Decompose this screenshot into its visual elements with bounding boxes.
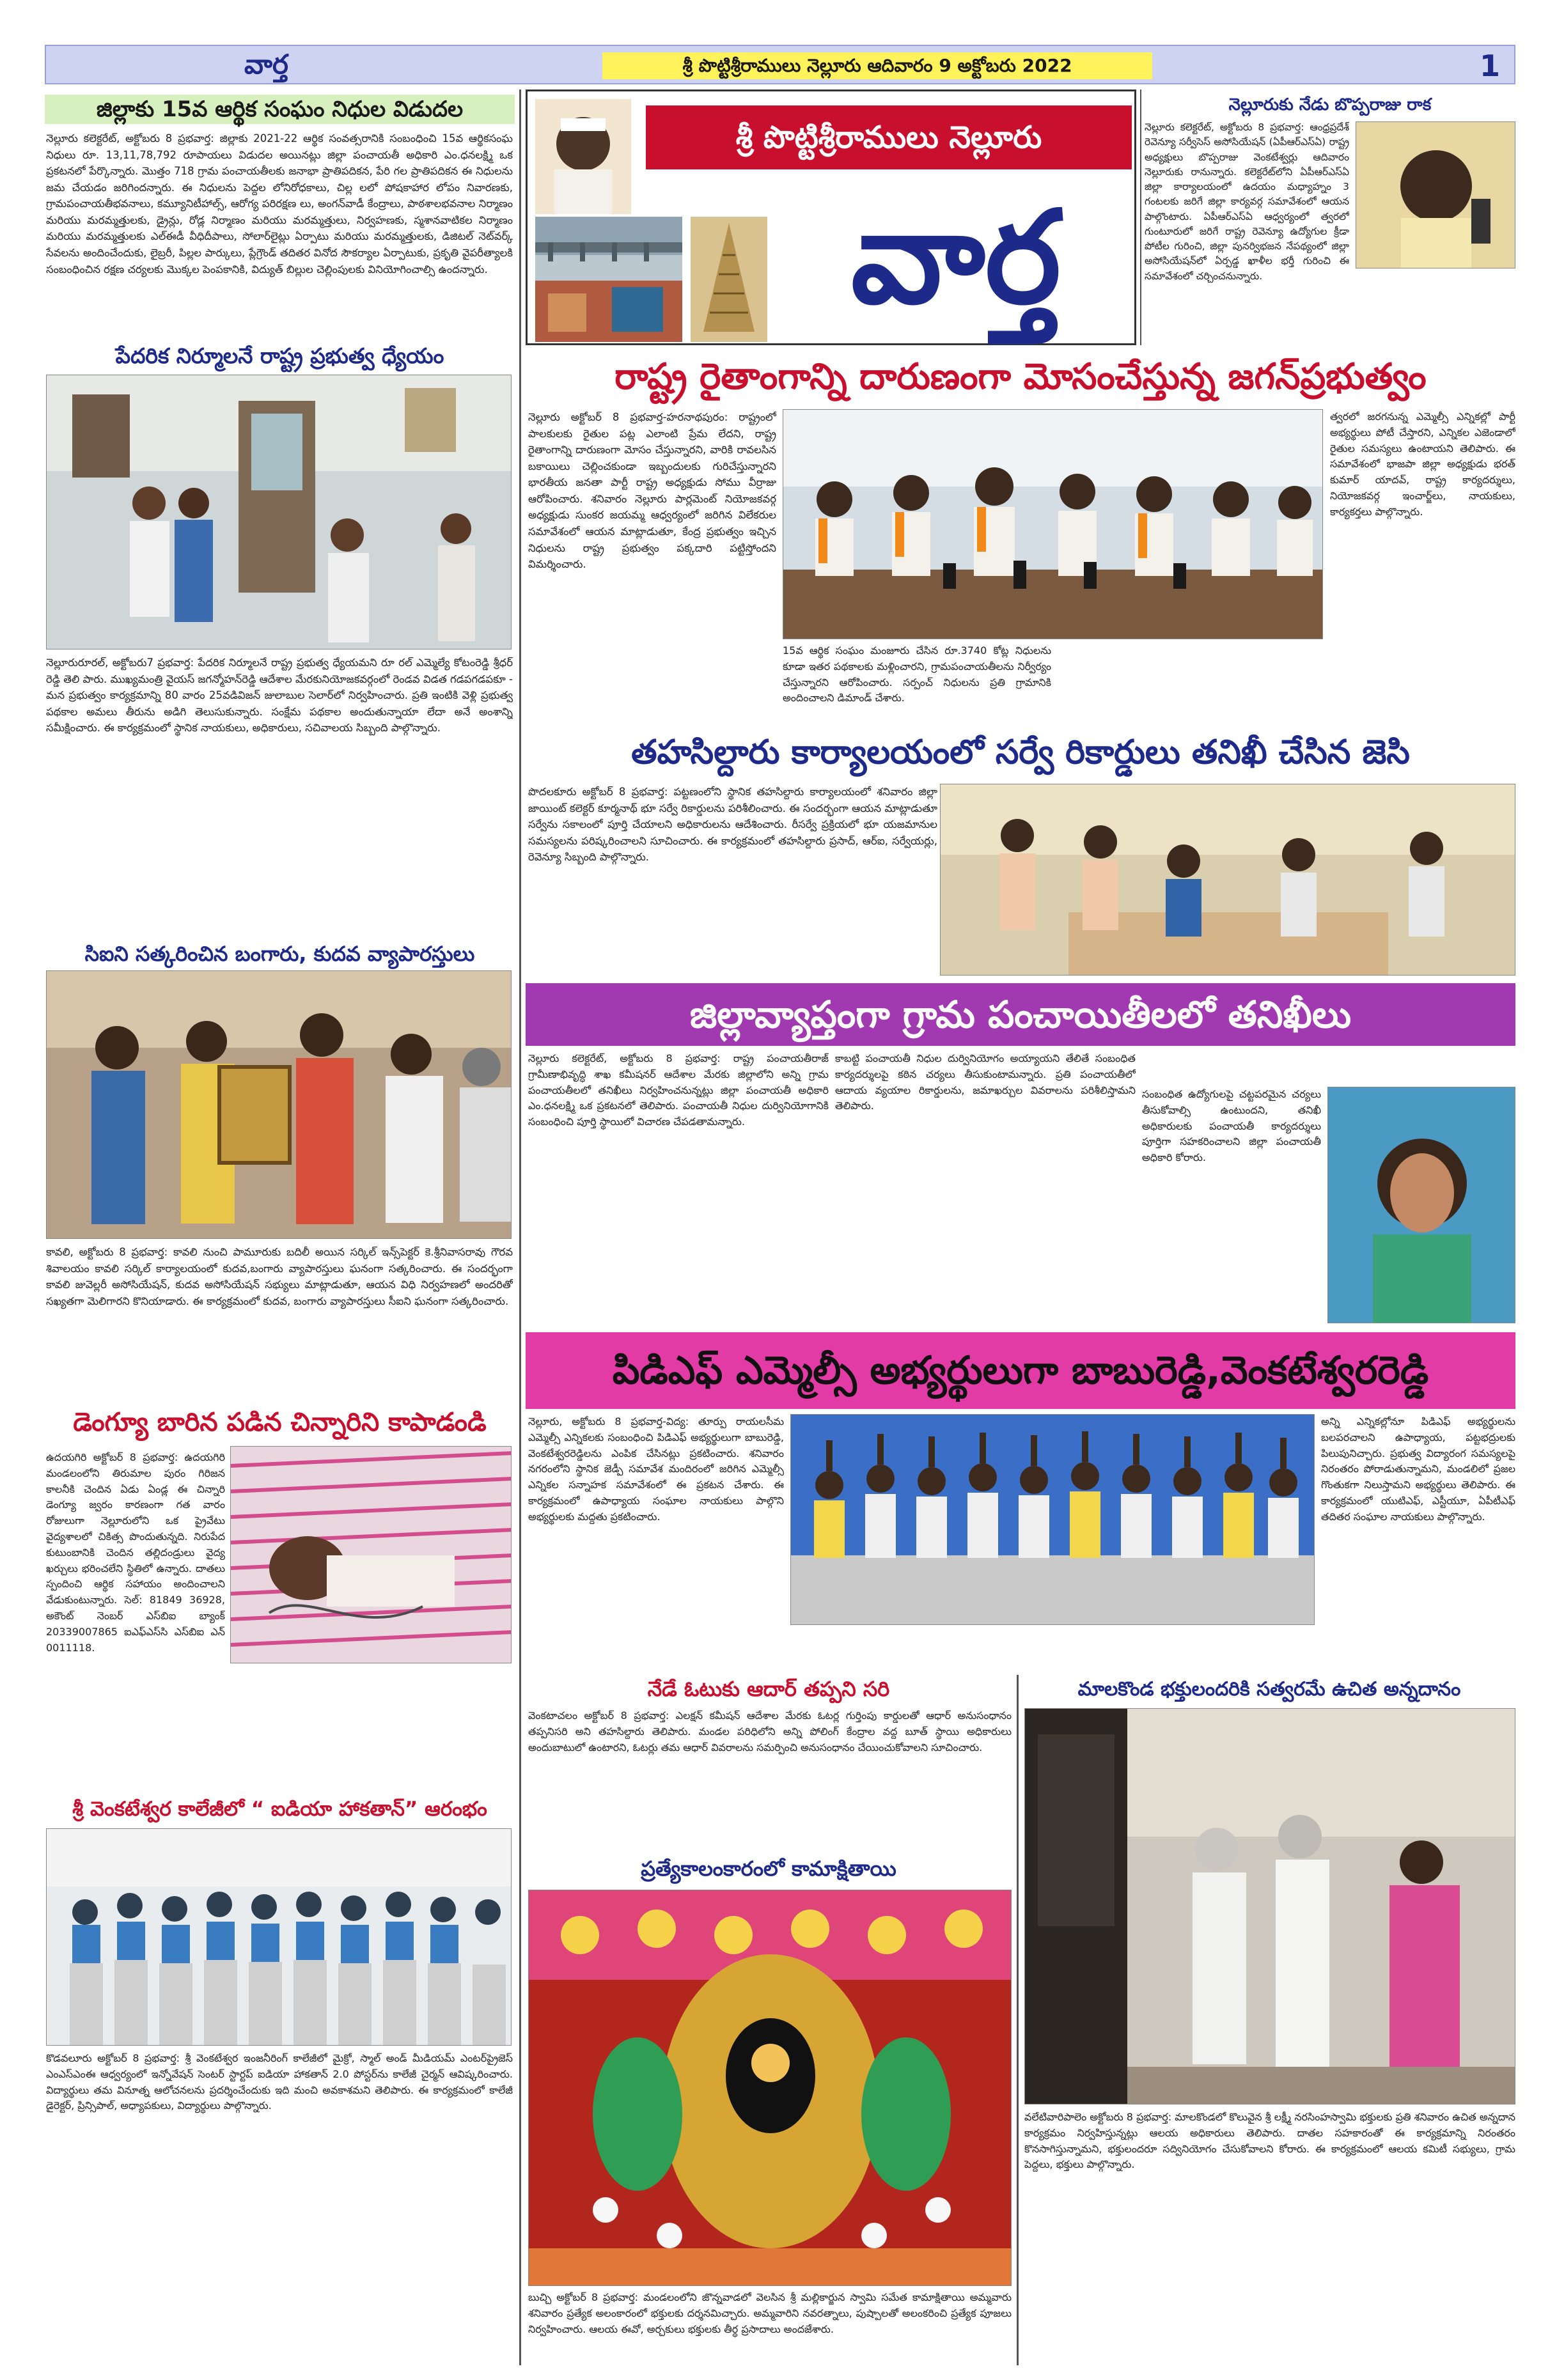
photo-pdf-mlc-meeting xyxy=(790,1414,1315,1625)
page-number: 1 xyxy=(1479,49,1500,83)
photo-poverty-visit xyxy=(46,375,512,649)
headline-panchayat: జిల్లావ్యాప్తంగా గ్రామ పంచాయితీలలో తనిఖీలు xyxy=(526,983,1515,1046)
header-logo: వార్త xyxy=(244,49,288,80)
photo-kamakshi-decoration xyxy=(528,1890,1012,2286)
header-dateline: శ్రీ పొట్టిశ్రీరాములు నెల్లూరు ఆదివారం 9 అక్టోబరు 2022 xyxy=(602,52,1152,79)
article-dengue-left: ఉదయగిరి అక్టోబర్ 8 ప్రభవార్త: ఉదయగిరి మండలంలోని తిరుమాల పురం గిరిజన కాలనీకి చెందిన ఏడు ఏండ్ల ఈ చిన్నారి డెంగ్యూ జ్వరం కారణంగా గత వారం రోజులుగా నెల్లూరులోని ఒక ప్రైవేటు వైద్యశాలలో చికిత్స పొందుతున్నది. నిరుపేద కుటుంబానికి చెందిన తల్లిదండ్రులు వైద్య ఖర్చులు భరించలేని స్థితిలో ఉన్నారు. దాతలు స్పందించి ఆర్థిక సహాయం అందించాలని వేడుకుంటున్నారు. సెల్: 81849 36928, అకౌంట్ నెంబర్ ఎస్‌బిఐ బ్యాంక్ 20339007865 ఐఎఫ్‌ఎస్‌సి ఎస్‌బిఐ ఎన్ 0011118. xyxy=(46,1451,225,1654)
photo-survey-inspection xyxy=(940,784,1515,976)
column-divider-right-lower xyxy=(1017,1675,1019,2365)
article-pdf-mlc-caption xyxy=(790,1629,1315,1667)
headline-farmers: రాష్ట్ర రైతాంగాన్ని దారుణంగా మోసంచేస్తున్న జగన్‌ప్రభుత్వం xyxy=(614,356,1427,398)
article-kamakshi: బుచ్చి అక్టోబర్ 8 ప్రభవార్త: మండలంలోని జొన్నవాడలో వెలసిన శ్రీ మల్లికార్జున స్వామి సమేత కామాక్షితాయి అమ్మవారు శనివారం ప్రత్యేక అలంకారంలో భక్తులకు దర్శనమిచ్చారు. అమ్మవారిని నవరత్నాలు, పుష్పాలతో అలంకరించి ప్రత్యేక పూజలు నిర్వహించారు. ఆలయ ఈవో, అర్చకులు భక్తులకు తీర్థ ప్రసాదాలు అందజేశారు. xyxy=(528,2291,1012,2335)
photo-hackathon-poster-release xyxy=(46,1828,512,2046)
masthead-district-banner: శ్రీ పొట్టిశ్రీరాములు నెల్లూరు xyxy=(646,105,1132,169)
article-idea-hackathon: కొడవలూరు అక్టోబర్ 8 ప్రభవార్త: శ్రీ వెంకటేశ్వర ఇంజనీరింగ్ కాలేజీలో మైక్రో, స్మాల్ అండ్ మీడియమ్ ఎంటర్‌ప్రైజెస్ ఎంఎస్‌ఎంఈ ఆధ్వర్యంలో ఇన్నోవేషన్ సెంటర్ స్టార్టప్ ఐడియా హాకతాన్ 2.0 పోస్టర్‌ను కాలేజీ చైర్మన్ ఆవిష్కరించారు. విద్యార్థులు తమ వినూత్న ఆలోచనలను ప్రదర్శించేందుకు ఇది మంచి అవకాశమని తెలిపారు. ఈ కార్యక్రమంలో కాలేజీ డైరెక్టర్, ప్రిన్సిపాల్, అధ్యాపకులు, విద్యార్థులు పాల్గొన్నారు. xyxy=(46,2052,513,2112)
article-pdf-mlc-right: అన్ని ఎన్నికల్లోనూ పిడిఎఫ్ అభ్యర్థులను బలపరచాలని ఉపాధ్యాయ, పట్టభద్రులకు పిలుపునిచ్చారు. ప్రభుత్వ విద్యారంగ సమస్యలపై నిరంతరం పోరాడుతున్నామని, మండలిలో ప్రజల గొంతుకగా నిలుస్తామని అభ్యర్థులు తెలిపారు. ఈ కార్యక్రమంలో యుటిఎఫ్, ఎస్టీయూ, ఏపీటీఎఫ్ తదితర సంఘాల నాయకులు పాల్గొన్నారు. xyxy=(1321,1415,1515,1523)
article-farmers-mid: 15వ ఆర్థిక సంఘం మంజూరు చేసిన రూ.3740 కోట్ల నిధులను కూడా ఇతర పథకాలకు మళ్లించారని, గ్రామపంచాయతీలను నిర్వీర్యం చేస్తున్నారని ఆరోపించారు. సర్పంచ్ నిధులను ప్రతి గ్రామానికి అందించాలని డిమాండ్ చేశారు. xyxy=(783,644,1051,704)
article-panchayat-right: సంబంధిత ఉద్యోగులపై చట్టపరమైన చర్యలు తీసుకోవాల్సి ఉంటుందని, తనిఖీ అధికారులకు పంచాయతీ కార్యదర్శులు పూర్తిగా సహకరించాలని జిల్లా పంచాయతీ అధికారి కోరారు. xyxy=(1142,1088,1321,1164)
headline-survey: తహసిల్దారు కార్యాలయంలో సర్వే రికార్డులు తనిఖీ చేసిన జెసి xyxy=(631,733,1410,772)
headline-aadhaar: నేడే ఓటుకు ఆదార్ తప్పని సరి xyxy=(647,1677,890,1701)
article-farmers-mid-2 xyxy=(1058,643,1323,716)
masthead-logo: వార్త xyxy=(850,182,1061,332)
article-survey: పొదలకూరు అక్టోబర్ 8 ప్రభవార్త: పట్టణంలోని స్థానిక తహసిల్దారు కార్యాలయంలో శనివారం జిల్లా జాయింట్ కలెక్టర్ కూర్మనాథ్ భూ సర్వే రికార్డులను పరిశీలించారు. ఈ సందర్భంగా ఆయన మాట్లాడుతూ సర్వేను సకాలంలో పూర్తి చేయాలని అధికారులను ఆదేశించారు. రీసర్వే ప్రక్రియలో భూ యజమానుల సమస్యలను పరిష్కరించాలని సూచించారు. ఈ కార్యక్రమంలో తహసిల్దారు ప్రసాద్, ఆర్ఐ, సర్వేయర్లు, రెవెన్యూ సిబ్బంది పాల్గొన్నారు. xyxy=(528,786,937,864)
headline-cpi-honour: సిఐని సత్కరించిన బంగారు, కుదవ వ్యాపారస్తులు xyxy=(84,942,475,966)
article-farmers-right: త్వరలో జరగనున్న ఎమ్మెల్సీ ఎన్నికల్లో పార్టీ అభ్యర్థులు పోటీ చేస్తారని, ఎన్నికల ఎజెండాలో రైతుల సమస్యలు ఉంటాయని తెలిపారు. ఈ సమావేశంలో భాజపా జిల్లా అధ్యక్షుడు భరత్ కుమార్ యాదవ్, రాష్ట్ర కార్యదర్శులు, నియోజకవర్గ ఇంచార్జ్‌లు, నాయకులు, కార్యకర్తలు పాల్గొన్నారు. xyxy=(1330,410,1515,518)
photo-malakonda-annadanam xyxy=(1024,1708,1515,2104)
article-finance-grant: నెల్లూరు కలెక్టరేట్, అక్టోబరు 8 ప్రభవార్త: జిల్లాకు 2021-22 ఆర్థిక సంవత్సరానికి సంబంధించి 15వ ఆర్థికసంఘ నిధులు రూ. 13,11,78,792 రూపాయలు విడుదల అయినట్లు జిల్లా పంచాయతీ అధికారి ఎం.ధనలక్ష్మి ఒక ప్రకటనలో పేర్కొన్నారు. మొత్తం 718 గ్రామ పంచాయతీలకు జనాభా ప్రాతిపదికన, పేరి గల ప్రాతిపదికన ఈ నిధులను జమ చేయడం జరిగిందన్నారు. ఈ నిధులను పెద్దల లోనిరోధకాలు, చిల్ల లలో పోషకాహార లోపం నివారణకు, గ్రామపంచాయతీభవనాలు, కమ్యూనిటీహాల్స్, ఆరోగ్య పరిరక్షణ లు, అంగన్‌వాడీ కేంద్రాలు, పాఠశాలభవనాల నిర్మాణం మరియు మరమ్మత్తులకు, డ్రైన్లు, రోడ్ల నిర్మాణం మరియు మరమ్మత్తులు, నిర్వహణకు, స్మశానవాటికల నిర్మాణం మరియు మరమ్మత్తులకు ఎల్‌ఈడీ వీధిదీపాలు, సోలార్‌లైట్లు ఏర్పాటు మరియు మరమ్మత్తులకు, డిజిటల్ నెట్‌వర్క్ సేవలను అందించేందుకు, లైబ్రరీ, పిల్లల పార్కులు, ప్లేగ్రౌండ్ తదితర వినోద సౌకర్యాల ఏర్పాటుకు, ప్రకృతి వైపరీత్యాలకి సంబంధించిన రక్షణ చర్యలకు మొక్కల పెంపకానికి, విద్యుత్ బిల్లుల చెల్లింపులకు వినియోగించాల్సి ఉందన్నారు. xyxy=(46,132,513,276)
photo-district-officer xyxy=(1327,1087,1515,1323)
headline-borra: నెల్లూరుకు నేడు బొప్పరాజు రాక xyxy=(1228,95,1432,114)
masthead-landmark-collage xyxy=(535,217,682,342)
article-panchayat-mid: కాబట్టి పంచాయతీ నిధుల దుర్వినియోగం అయ్యాయని తేలితే సంబంధిత కార్యదర్శులపై కఠిన చర్యలు తీసుకుంటామన్నారు. ప్రతి పంచాయతీలో ఆదాయ వ్యయాల రికార్డులను, జమాఖర్చుల వివరాలను పరిశీలిస్తామని తెలిపారు. xyxy=(835,1052,1136,1112)
photo-farmers-press-meet xyxy=(783,409,1323,639)
headline-idea-hackathon: శ్రీ వెంకటేశ్వర కాలేజీలో “ ఐడియా హాకతాన్” ఆరంభం xyxy=(72,1798,487,1821)
headline-finance-grant: జిల్లాకు 15వ ఆర్థిక సంఘం నిధుల విడుదల xyxy=(45,95,515,124)
headline-malakonda: మాలకొండ భక్తులందరికి సత్వరమే ఉచిత అన్నదానం xyxy=(1077,1678,1461,1700)
article-malakonda: వలేటివారిపాలెం అక్టోబరు 8 ప్రభవార్త: మాలకొండలో కొలువైన శ్రీ లక్ష్మీ నరసింహస్వామి భక్తులకు ప్రతి శనివారం ఉచిత అన్నదాన కార్యక్రమం నిర్వహిస్తున్నట్లు ఆలయ అధికారులు తెలిపారు. దాతల సహకారంతో ఈ కార్యక్రమాన్ని నిరంతరం కొనసాగిస్తున్నామని, భక్తులందరూ సద్వినియోగం చేసుకోవాలని కోరారు. ఈ కార్యక్రమంలో ఆలయ కమిటీ సభ్యులు, గ్రామ పెద్దలు, భక్తులు పాల్గొన్నారు. xyxy=(1024,2111,1515,2171)
photo-dengue-child xyxy=(230,1446,512,1663)
borra-divider xyxy=(1140,89,1141,345)
column-divider-left xyxy=(519,89,521,2365)
article-cpi-honour: కావలి, అక్టోబరు 8 ప్రభవార్త: కావలి నుంచి పామూరుకు బదిలీ అయిన సర్కిల్ ఇన్స్‌పెక్టర్ కె.శ్రీనివాసరావు గౌరవ శివాలయం కావలి సర్కిల్ కార్యాలయంలో కుదవ,బంగారు వ్యాపారస్తులు ఘనంగా సత్కరించారు. ఈ సందర్భంగా కావలి జువెల్లరీ అసోసియేషన్, కుదవ అసోసియేషన్ సభ్యులు మాట్లాడుతూ, ఆయన విధి నిర్వహణలో అందరితో సఖ్యతగా మెలిగారని కొనియాడారు. ఈ కార్యక్రమంలో కుదవ, బంగారు వ్యాపారస్తులు సీఐని ఘనంగా సత్కరించారు. xyxy=(46,1246,513,1307)
article-farmers-left: నెల్లూరు అక్టోబర్ 8 ప్రభవార్త-హరనాథపురం: రాష్ట్రంలో పాలకులకు రైతుల పట్ల ఎలాంటి ప్రేమ లేదని, రాష్ట్ర రైతాంగాన్ని దారుణంగా మోసం చేస్తున్నారని, వారికి రావలసిన బకాయిలు చెల్లించకుండా ఇబ్బందులకు గురిచేస్తున్నారని భారతీయ జనతా పార్టీ రాష్ట్ర అధ్యక్షుడు సోము వీర్రాజు ఆరోపించారు. శనివారం నెల్లూరు పార్లమెంట్ నియోజకవర్గ అధ్యక్షుడు సుంకర జయమ్మ ఆధ్వర్యంలో జరిగిన విలేకరుల సమావేశంలో ఆయన మాట్లాడుతూ, కేంద్ర ప్రభుత్వం ఇచ్చిన నిధులను రాష్ట్ర ప్రభుత్వం పక్కదారి పట్టిస్తోందని విమర్శించారు. xyxy=(528,411,776,571)
headline-kamakshi: ప్రత్యేకాలంకారంలో కామాక్షితాయి xyxy=(641,1856,896,1881)
article-pdf-mlc-left: నెల్లూరు, అక్టోబరు 8 ప్రభవార్త-విద్య: తూర్పు రాయలసీమ ఎమ్మెల్సీ ఎన్నికలకు సంబంధించి పిడిఎఫ్ అభ్యర్థులుగా బాబురెడ్డి, వెంకటేశ్వరరెడ్డిలను ఎంపిక చేసినట్లు ప్రకటించారు. శనివారం నగరంలోని స్థానిక జెడ్పీ సమావేశ మందిరంలో జరిగిన ఎమ్మెల్సీ ఎన్నికల సన్నాహక సమావేశంలో ఈ ప్రకటన చేశారు. ఈ కార్యక్రమంలో ఉపాధ్యాయ సంఘాల నాయకులు పాల్గొని అభ్యర్థులకు మద్దతు ప్రకటించారు. xyxy=(528,1415,784,1523)
headline-dengue: డెంగ్యూ బారిన పడిన చిన్నారిని కాపాడండి xyxy=(73,1408,487,1437)
article-panchayat-left: నెల్లూరు కలెక్టరేట్, అక్టోబరు 8 ప్రభవార్త: రాష్ట్ర పంచాయతీరాజ్ గ్రామీణాభివృద్ధి శాఖ కమీషనర్ ఆదేశాల మేరకు జిల్లాలోని అన్ని గ్రామ పంచాయతీలలో తనిఖీలు నిర్వహించనున్నట్లు జిల్లా పంచాయతీ అధికారి ఎం.ధనలక్ష్మి ఒక ప్రకటనలో తెలిపారు. పంచాయతీ నిధుల దుర్వినియోగానికి సంబంధించి పూర్తి స్థాయిలో విచారణ చేపడతామన్నారు. xyxy=(528,1052,829,1128)
masthead-temple-tower xyxy=(691,217,767,342)
masthead xyxy=(526,89,1136,345)
article-aadhaar: వెంకటాచలం అక్టోబర్ 8 ప్రభవార్త: ఎలక్షన్ కమీషన్ ఆదేశాల మేరకు ఓటర్ల గుర్తింపు కార్డులతో ఆధార్ అనుసంధానం తప్పనిసరి అని తహసిల్దారు తెలిపారు. మండల పరిధిలోని అన్ని పోలింగ్ కేంద్రాల వద్ద బూత్ స్థాయి అధికారులు అందుబాటులో ఉంటారని, ఓటర్లు తమ ఆధార్ వివరాలను సమర్పించి అనుసంధానం చేయించుకోవాలని సూచించారు. xyxy=(528,1709,1012,1754)
headline-poverty: పేదరిక నిర్మూలనే రాష్ట్ర ప్రభుత్వ ధ్యేయం xyxy=(115,343,444,368)
page-header-bar xyxy=(45,45,1515,84)
photo-cpi-honour xyxy=(46,970,512,1239)
headline-pdf-mlc: పిడిఎఫ్ ఎమ్మెల్సీ అభ్యర్థులుగా బాబురెడ్డి,వెంకటేశ్వరరెడ్డి xyxy=(526,1332,1515,1409)
photo-borra xyxy=(1356,121,1515,268)
article-poverty: నెల్లూరురూరల్, అక్టోబరు7 ప్రభవార్త: పేదరిక నిర్మూలనే రాష్ట్ర ప్రభుత్వ ధ్యేయమని రూ రల్ ఎమ్మెల్యే కోటంరెడ్డి శ్రీధర్ రెడ్డి తెలి పారు. ముఖ్యమంత్రి వైయస్ జగన్మోహన్‌రెడ్డి ఆదేశాల మేరకునియోజకవర్గంలో రెండవ విడత గడపగడపకూ - మన ప్రభుత్వం కార్యక్రమాన్ని 80 వారం 25వడివిజన్ జులాబుల సెలార్‌లో నిర్వహించారు. ప్రతి ఇంటికి వెళ్లి ప్రభుత్వ పథకాల అమలు తీరును అడిగి తెలుసుకున్నారు. సంక్షేమ పథకాల అందుతున్నాయా లేదా అనే అంశాన్ని సమీక్షించారు. ఈ కార్యక్రమంలో స్థానిక నాయకులు, అధికారులు, సచివాలయ సిబ్బంది పాల్గొన్నారు. xyxy=(46,657,513,735)
article-borra: నెల్లూరు కలెక్టరేట్, అక్టోబరు 8 ప్రభవార్త: ఆంధ్రప్రదేశ్ రెవెన్యూ సర్వీసెస్ అసోసియేషన్ (ఏపీఆర్‌ఎస్‌ఏ) రాష్ట్ర అధ్యక్షులు బొప్పరాజు వెంకటేశ్వర్లు ఆదివారం నెల్లూరుకు రానున్నారు. కలెక్టరేట్‌లోని ఏపీఆర్‌ఎస్‌ఏ జిల్లా కార్యాలయంలో ఉదయం మధ్యాహ్నం 3 గంటలకు జరిగే జిల్లా కార్యవర్గ సమావేశంలో ఆయన పాల్గొంటారు. ఏపీఆర్‌ఎస్‌ఏ ఆధ్వర్యంలో త్వరలో గుంటూరులో జరిగే రాష్ట్ర రెవెన్యూ ఉద్యోగుల క్రీడా పోటీల గురించి, జిల్లా పునర్విభజన నేపథ్యంలో జిల్లా అసోసియేషన్‌లో ఏర్పడ్డ ఖాళీల భర్తీ గురించి ఈ సమావేశంలో చర్చించనున్నారు. xyxy=(1145,121,1349,282)
portrait-sriramulu xyxy=(535,99,631,214)
article-dengue-bottom xyxy=(46,1662,513,1789)
